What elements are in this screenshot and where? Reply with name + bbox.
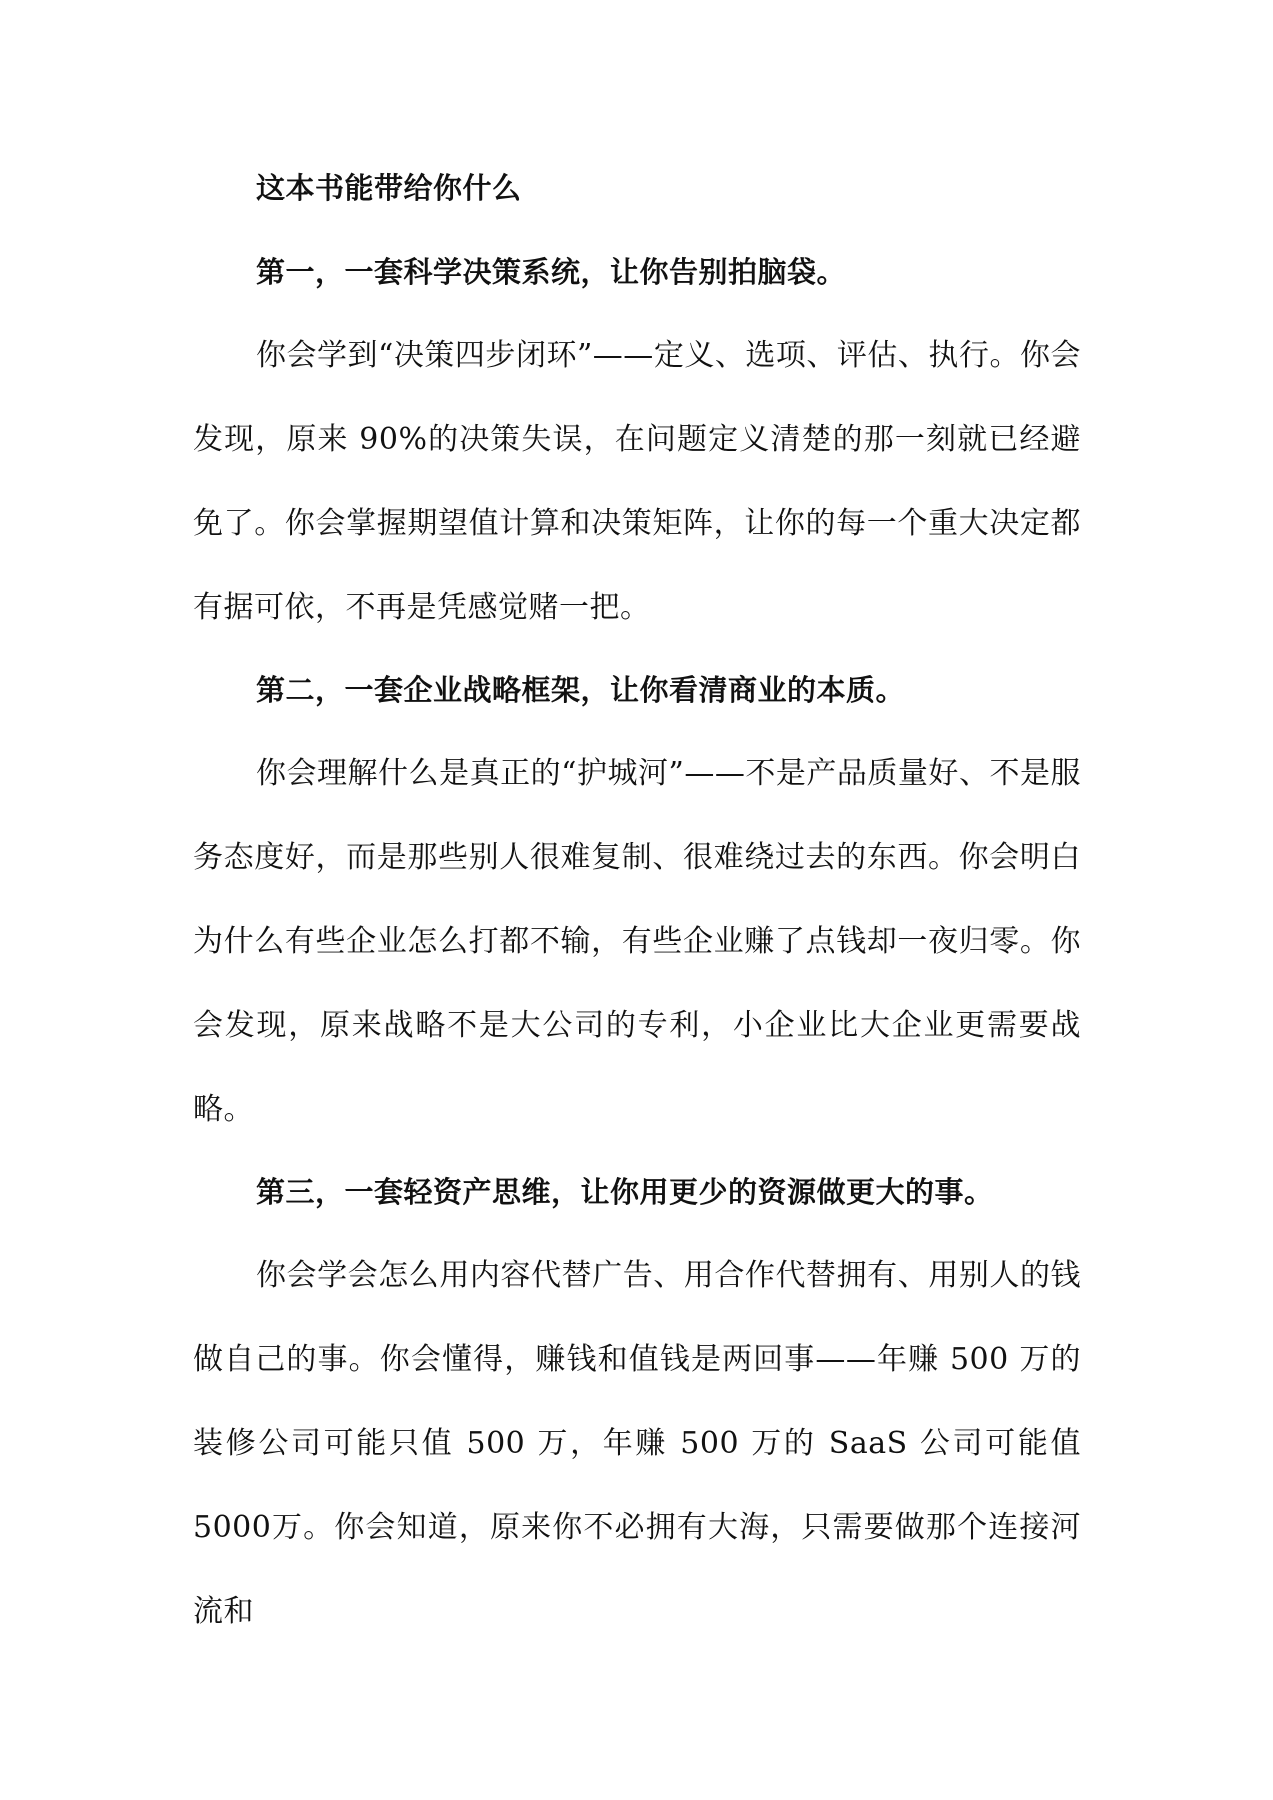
section-body-3: 你会学会怎么用内容代替广告、用合作代替拥有、用别人的钱做自己的事。你会懂得，赚钱和值钱是两回事——年赚 500 万的装修公司可能只值 500 万，年赚 500 万的 SaaS 公司可能值 5000万。你会知道，原来你不必拥有大海，只需要做那个连接河流和 <box>193 1258 1081 1629</box>
section-body-2: 你会理解什么是真正的“护城河”——不是产品质量好、不是服务态度好，而是那些别人很难复制、很难绕过去的东西。你会明白为什么有些企业怎么打都不输，有些企业赚了点钱却一夜归零。你会发现，原来战略不是大公司的专利，小企业比大企业更需要战略。 <box>193 756 1081 1127</box>
section-heading-2: 第二，一套企业战略框架，让你看清商业的本质。 <box>256 673 906 707</box>
section-heading-1: 第一，一套科学决策系统，让你告别拍脑袋。 <box>256 255 847 289</box>
section-body-1: 你会学到“决策四步闭环”——定义、选项、评估、执行。你会发现，原来 90%的决策失误，在问题定义清楚的那一刻就已经避免了。你会掌握期望值计算和决策矩阵，让你的每一个重大决定都有据可依，不再是凭感觉赌一把。 <box>193 338 1081 625</box>
section-heading-3: 第三，一套轻资产思维，让你用更少的资源做更大的事。 <box>256 1175 994 1209</box>
document-title: 这本书能带给你什么 <box>256 171 522 205</box>
document-content <box>193 168 1081 1654</box>
